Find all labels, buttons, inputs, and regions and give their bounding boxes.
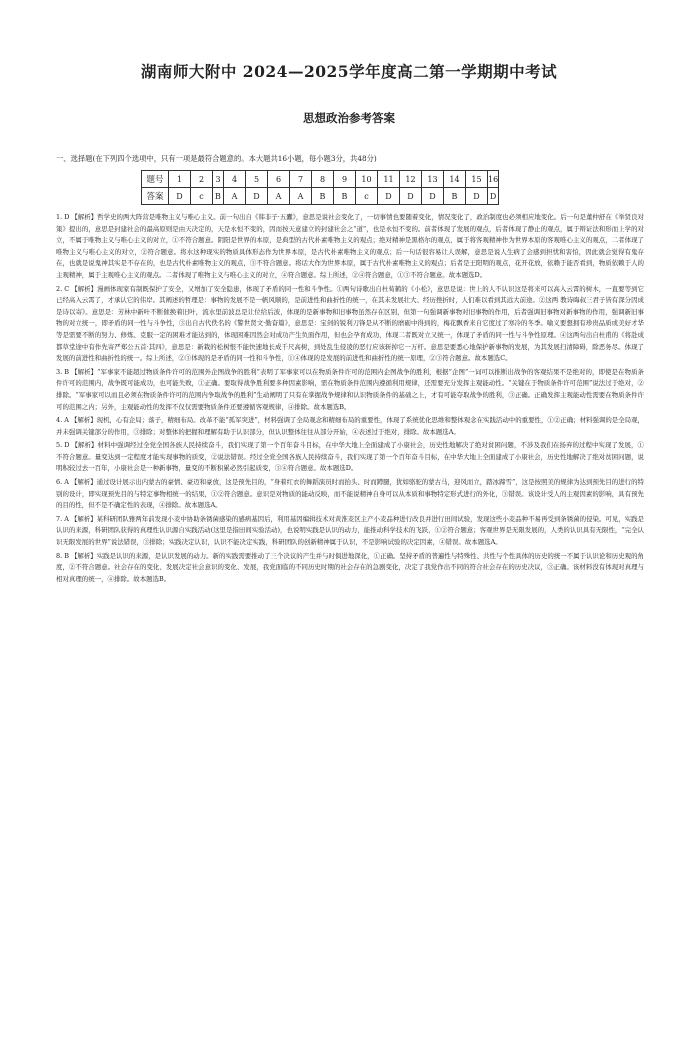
answer-cell: B bbox=[334, 188, 356, 205]
answer-cell: c bbox=[356, 188, 378, 205]
explanation-6: 6. A 【解析】通过设计展示出内蒙古的豪情、豪迈和豪放，这是预先目的，“身着红衣的舞蹈演员时而抬头、时而蹲腿，犹如骆驼的蒙古马，迎风而立，踏冰蹄雪”，这是按照美的规律为达到预先目的进行的特别的设计，即实现预先目的与特定事物相统一的结果，①②符合题意。意识是对物质的能动反映，而不能说精神自身可以从本质和事物特定形式进行的外化，③错误。该设计受人的主观因素的影响，具有预先的目的性，但不是不确定性的表现，④排除。故本题选A。 bbox=[56, 478, 644, 510]
explanation-1: 1. D 【解析】哲学史的两大阵营是唯物主义与唯心主义。前一句出自《韩非子·五蠹》，意思是说社会变化了，一切事情也要随着变化，情况变化了，政治制度也必须相应地变化。后一句是董仲舒在《举贤良对策》提出的，意思是封建社会的最高原则是由天决定的，天是永恒不变的，因而按天意建立的封建社会之“道”，也是永恒不变的。前者体现了发展的观点，后者体现了静止的观点，属于辩证法和形而上学的对立，不属于唯物主义与唯心主义的对立，①不符合题意。阴阳是世界的本原，是典型的古代朴素唯物主义的观点；绝对精神是黑格尔的观点，属于将客观精神作为世界本原的客观唯心主义的观点，二者体现了唯物主义与唯心主义的对立，②符合题意。将水这种现实的物质具体形态作为世界本原，是古代朴素唯物主义的观点；后一句话很容易让人误解，意思是说人生病了会感到担忧和害怕，因此就会觉得有鬼存在，也就是说鬼神其实是不存在的，也是古代朴素唯物主义的观点，③不符合题意。将话大作为世界本原，属于古代朴素唯物主义的观点；后者是王阳明的观点，花开花放，依赖于能否看到，物质依赖于人的主观精神，属于主观唯心主义的观点。二者体现了唯物主义与唯心主义的对立，④符合题意。综上所述，②④符合题意，①③不符合题意。故本题选D。 bbox=[56, 213, 644, 279]
answer-cell: D bbox=[169, 188, 191, 205]
answer-cell: D bbox=[422, 188, 444, 205]
answer-table bbox=[141, 170, 499, 205]
explanation-3: 3. B 【解析】“军事家不能超过物质条件许可的范围外企图战争的胜利”表明了军事家可以在物质条件许可的范围内企图战争的胜利，根据“企图”一词可以推断出战争的客观结果不是绝对的，即使是在物质条件许可的范围内，战争既可能成功，也可能失败，①正确。要取得战争胜利要多种因素影响，需在物质条件范围内遵循利用规律，还需要充分发挥主观能动性。“关键在于物质条件许可范围”说法过于绝对，②排除。“军事家可以而且必须在物质条件许可的范围内争取战争的胜利”生动阐明了只有在掌握战争规律和认识物质条件的基础之上，才有可能夺取战争的胜利，③正确。正确发挥主观能动性需要在物质条件许可的范围之内；另外，主观能动性的发挥不仅仅需要物质条件还要遵循客观规律，④排除。故本题选B。 bbox=[56, 367, 644, 411]
question-number: 11 bbox=[378, 171, 400, 188]
answer-cell: A bbox=[290, 188, 312, 205]
question-number: 7 bbox=[290, 171, 312, 188]
question-number: 10 bbox=[356, 171, 378, 188]
answer-cell: B bbox=[444, 188, 466, 205]
question-number: 13 bbox=[422, 171, 444, 188]
answer-cell: D bbox=[488, 188, 499, 205]
question-number: 3 bbox=[213, 171, 224, 188]
question-number: 16 bbox=[488, 171, 499, 188]
page-subtitle: 思想政治参考答案 bbox=[303, 111, 395, 125]
question-number: 5 bbox=[246, 171, 268, 188]
answer-cell: A bbox=[224, 188, 246, 205]
question-number: 6 bbox=[268, 171, 290, 188]
question-number: 14 bbox=[444, 171, 466, 188]
answer-table-answer-row bbox=[142, 188, 499, 205]
explanations bbox=[56, 212, 644, 587]
question-number: 8 bbox=[312, 171, 334, 188]
question-number: 15 bbox=[466, 171, 488, 188]
explanation-8: 8. B 【解析】实践是认识的来源，是认识发展的动力。新的实践需要推动了三个决议的产生并与时俱进地深化，①正确。坚持矛盾的普遍性与特殊性、共性与个性具体的历史的统一不属于认识论和历史观的角度，②不符合题意。社会存在的变化、发展决定社会意识的变化、发展，我党面临的不同历史时期的社会存在的急剧变化，决定了我党作出不同的符合社会存在的历史决议，③正确。该材料没有体现对真理与相对真理的统一，④排除。故本题选B。 bbox=[56, 551, 644, 583]
answer-cell: D bbox=[246, 188, 268, 205]
page-title: 湖南师大附中 2024—2025学年度高二第一学期期中考试 bbox=[140, 62, 558, 81]
question-number: 2 bbox=[191, 171, 213, 188]
answer-label: 答案 bbox=[142, 188, 169, 205]
explanation-2: 2. C 【解析】漫画体现家有制既保护了安全，又增加了安全隐患，体现了矛盾的同一性和斗争性。①两句诗歌出自杜荀鹤的《小松》，意思是说：世上的人不认识这是将来可以高入云霄的树木，一直要等到它已经高入云霄了，才承认它的伟岸。其阐述的哲理是：事物的发展不是一帆风顺的，是前进性和曲折性的统一，在其未发展壮大、经历挫折时，人们难以看到其远大前途。②这两 教诗晦叔三君子皆有深分因成是诗以寄》。意思是：芳林中新叶不断催换着旧叶，流水里前波总是让位给后波，体现的是新事物和旧事物虽然存在区别，但第一句强调新事物对旧事物的作用，后者强调旧事物对新事物的作用，强调新旧事物的对立统一，即矛盾的同一性与斗争性，③出自古代佚名的《警世贤文·勤奋篇》，意思是：宝剑的锐利刀锋是从不断的磨砺中得到的，梅花飘香来自它度过了寒冷的冬季。喻义要想拥有珍贵品质或美好才华等是需要不断的努力、修炼、克服一定的困难才能达到的，体现困难因然会对成功产生负面作用，但也会孕育成功，体现二者既对立又统一，体现了矛盾的同一性与斗争性原理。④这两句出自杜甫的《将赴成都草堂途中有作先寄严郑公五首·其四》，意思是：新栽的松树恨不能快速地长成千尺高树，到处乱生侵凌的恶行应该斩掉它一万杆。意思是要悉心地保护新事物的发展，为其发展扫清障碍，除恶务尽。体现了发展的前进性和曲折性的统一。综上所述，②③体现的是矛盾的同一性和斗争性，①④体现的是发展的前进性和曲折性的统一原理，②③符合题意。故本题选C。 bbox=[56, 284, 644, 363]
explanation-5: 5. D 【解析】材料中强调经过全党全国各族人民持续奋斗，我们实现了第一个百年奋斗目标，在中华大地上全面建成了小康社会，历史性地解决了绝对贫困问题，不涉及我们在扬弃的过程中实现了发展，①不符合题意。量变达到一定程度才能实现事物的质变，②说法错误。经过全党全国各族人民持续奋斗，我们实现了第一个百年奋斗目标，在中华大地上全面建成了小康社会，历史性地解决了绝对贫困问题，说明积较过去一百年，小康社会是一种新事物，量变的不断积累必然引起质变，③④符合题意。故本题选D。 bbox=[56, 441, 644, 473]
answer-cell: D bbox=[378, 188, 400, 205]
explanation-7: 7. A 【解析】某科研团队雅两年前发现小麦中协助条锈菌感染的感病基因后，利用基因编辑技术对黄淮麦区主产小麦品种进行改良并进行田间试验，发现这些小麦品种不易再受到条锈菌的侵染。可见，实践是认识的来源，科研团队获得的真理性认识源自实践活动(这里是指田间实验活动)，也说明实践是认识的动力，能推动科学技术的飞跃，①②符合题意；客观世界是无限发展的，人类的认识具有无限性，“完全认识无限发展的世界”说法错误，③排除；实践决定认识，认识不能决定实践，科研团队的创新精神属于认识，不是影响试验的决定因素，④错误。故本题选A。 bbox=[56, 514, 644, 547]
answer-table-number-row bbox=[142, 171, 499, 188]
question-number: 4 bbox=[224, 171, 246, 188]
answer-cell: B bbox=[312, 188, 334, 205]
answer-cell: D bbox=[400, 188, 422, 205]
answer-cell: B bbox=[213, 188, 224, 205]
section-intro: 一、选择题(在下列四个选项中，只有一项是最符合题意的。本大题共16小题，每小题3分，共48分) bbox=[56, 154, 377, 163]
explanation-4: 4. A 【解析】现机，心有企局；落子，精细布局。改革不能“孤军突进”，材料强调了全局观念和精细布局的重要性，体现了系统优化思维和整体观念在实践活动中的重要性，①②正确；材料强调的是全局观，并未强调关键部分的作用，③排除；对整体的把握和理解有助于认识部分，但认识整体往往从部分开始，④表述过于绝对，排除。故本题选A。 bbox=[56, 416, 644, 436]
question-number: 9 bbox=[334, 171, 356, 188]
question-number: 1 bbox=[169, 171, 191, 188]
answer-cell: D bbox=[466, 188, 488, 205]
answer-cell: c bbox=[191, 188, 213, 205]
question-number: 12 bbox=[400, 171, 422, 188]
answer-cell: A bbox=[268, 188, 290, 205]
question-label: 题号 bbox=[142, 171, 169, 188]
